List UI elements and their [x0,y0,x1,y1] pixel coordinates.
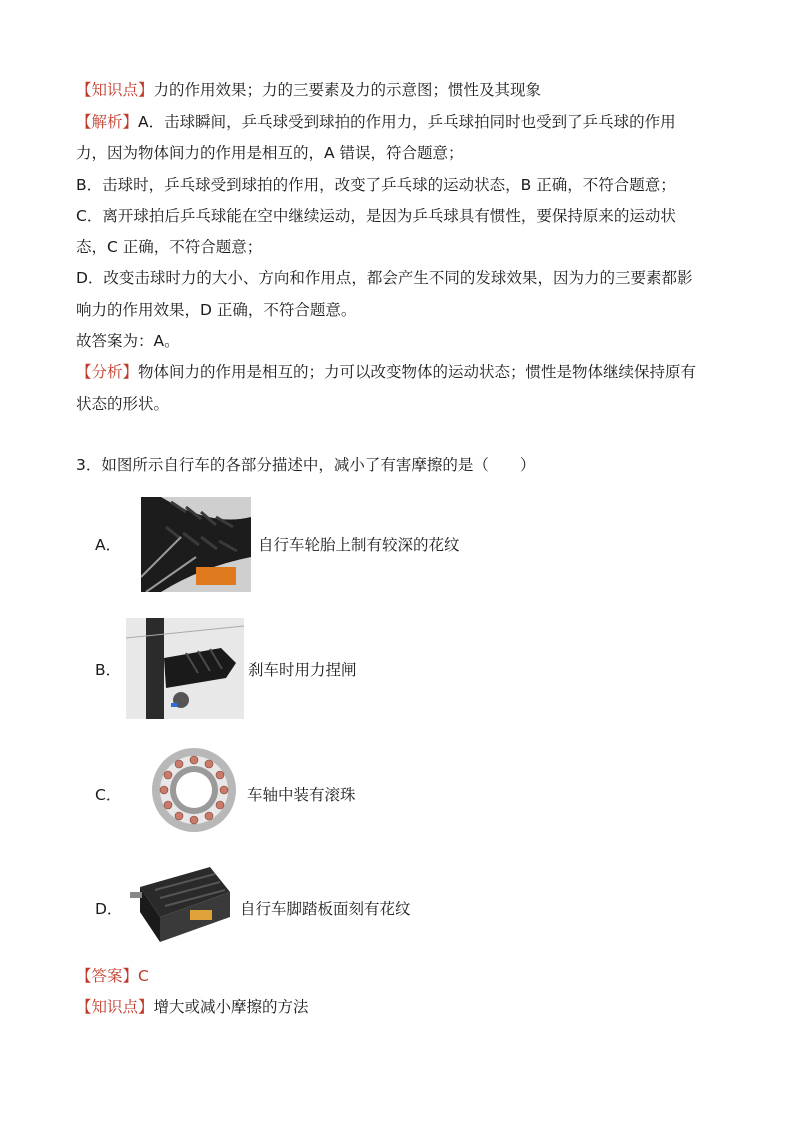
analysis-line-6: D．改变击球时力的大小、方向和作用点，都会产生不同的发球效果，因为力的三要素都影 [76,269,693,287]
summary-tag: 【分析】 [76,363,139,381]
answer-tag: 【答案】 [76,967,139,985]
question-knowledge-tag: 【知识点】 [76,998,154,1016]
summary-line-1 [76,362,696,382]
option-b-text: 刹车时用力捏闸 [248,661,357,679]
tire-tread-photo-icon [141,497,251,592]
option-b-letter: B． [95,661,122,679]
question-knowledge-line [76,997,309,1017]
bicycle-pedal-photo-icon [130,862,234,947]
analysis-line-1 [76,112,676,132]
analysis-line-7: 响力的作用效果，D 正确，不符合题意。 [76,301,357,319]
analysis-line-4: C．离开球拍后乒乓球能在空中继续运动，是因为乒乓球具有惯性，要保持原来的运动状 [76,207,676,225]
summary-line-2: 状态的形状。 [76,395,170,413]
bicycle-brake-photo-icon [126,618,244,719]
analysis-line-5: 态，C 正确，不符合题意； [76,238,263,256]
option-d-letter: D． [95,900,123,918]
option-c-letter: C． [95,786,122,804]
analysis-tag: 【解析】 [76,113,139,131]
analysis-line-2: 力，因为物体间力的作用是相互的，A 错误，符合题意； [76,144,464,162]
analysis-line-3: B．击球时，乒乓球受到球拍的作用，改变了乒乓球的运动状态，B 正确，不符合题意； [76,176,676,194]
option-a-text: 自行车轮胎上制有较深的花纹 [258,536,460,554]
ball-bearing-photo-icon [147,743,240,838]
answer-statement: 故答案为：A。 [76,332,180,350]
knowledge-point-line [76,80,541,100]
knowledge-point-text: 力的作用效果；力的三要素及力的示意图；惯性及其现象 [153,81,542,99]
analysis-text-1: A．击球瞬间，乒乓球受到球拍的作用力，乒乓球拍同时也受到了乒乓球的作用 [138,113,676,131]
question-stem: 3．如图所示自行车的各部分描述中，减小了有害摩擦的是（ ） [76,456,536,474]
knowledge-point-tag: 【知识点】 [76,81,154,99]
answer-line [76,966,149,986]
summary-text-1: 物体间力的作用是相互的；力可以改变物体的运动状态；惯性是物体继续保持原有 [138,363,697,381]
option-c-text: 车轴中装有滚珠 [247,786,356,804]
option-a-letter: A． [95,536,122,554]
answer-value: C [138,967,149,985]
question-knowledge-text: 增大或减小摩擦的方法 [153,998,309,1016]
option-d-text: 自行车脚踏板面刻有花纹 [240,900,411,918]
